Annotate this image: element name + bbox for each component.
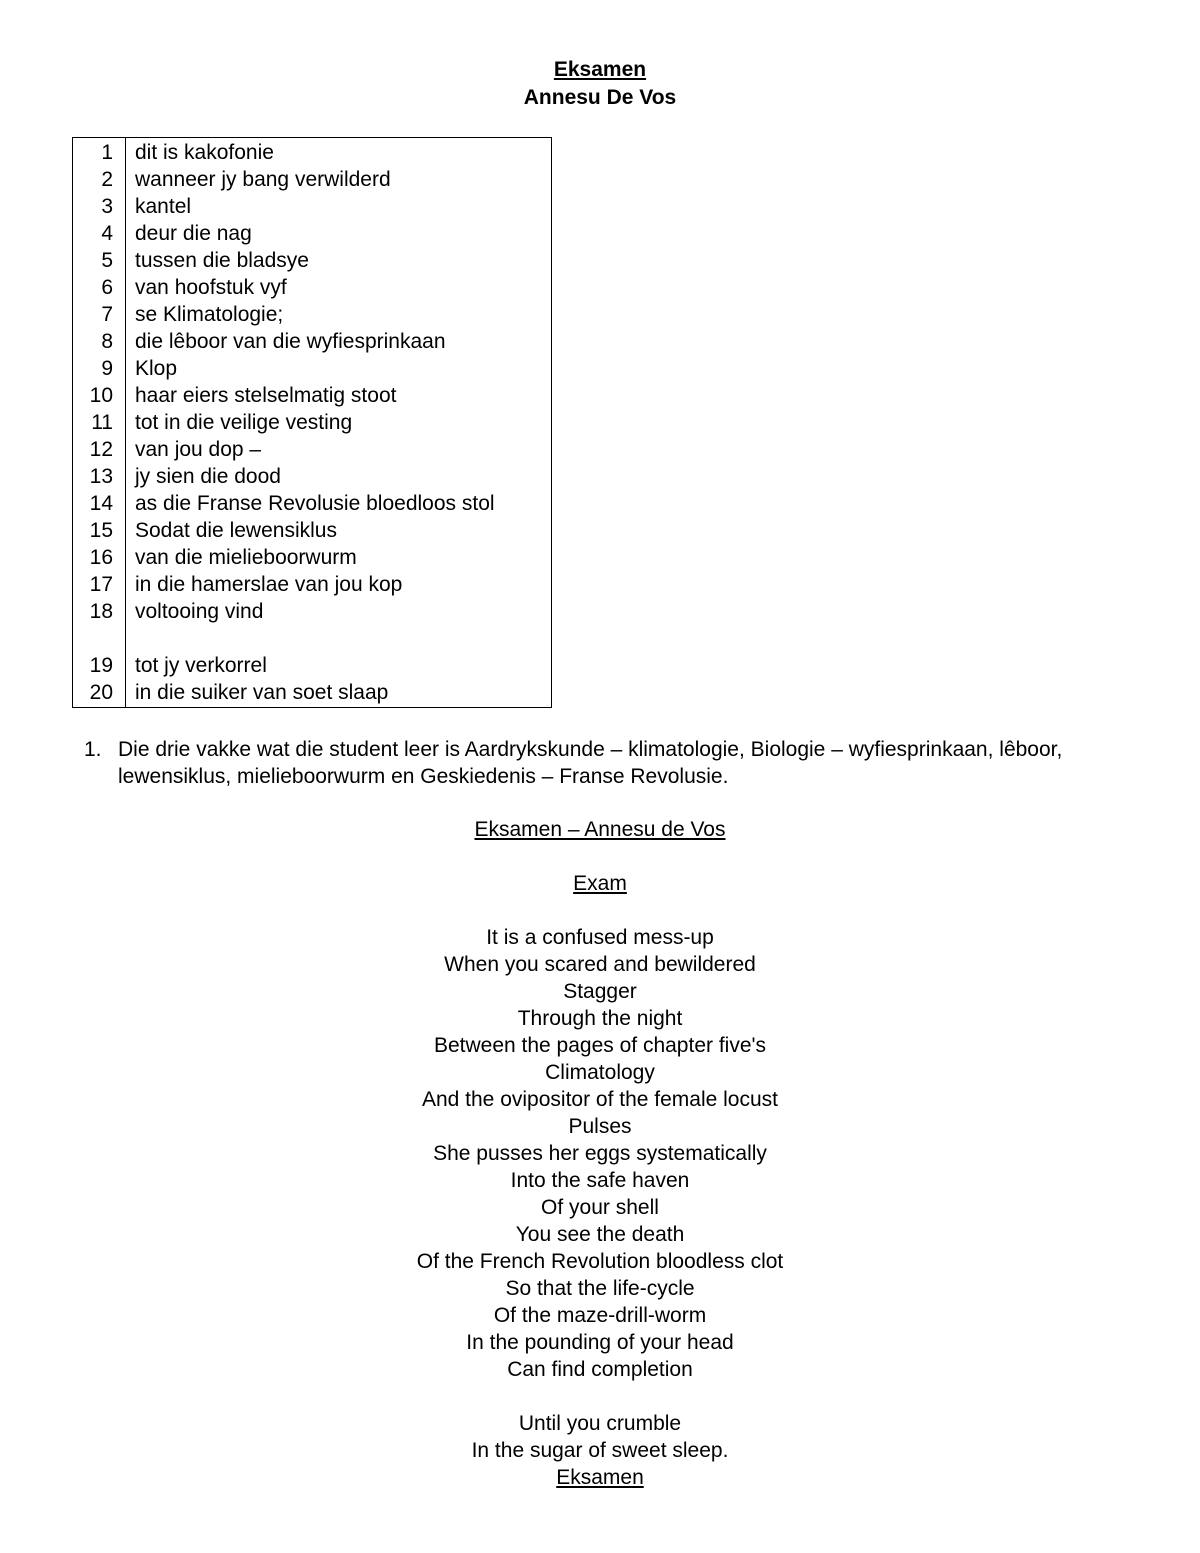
poem-line — [73, 679, 551, 706]
footnote-marker: 1. — [84, 738, 102, 761]
poem-line — [73, 382, 551, 409]
translation-line: When you scared and bewildered — [444, 953, 756, 976]
line-number: 11 — [91, 411, 113, 434]
translation-line: Of the French Revolution bloodless clot — [416, 1250, 784, 1273]
line-number: 13 — [89, 465, 113, 488]
translation-line: Into the safe haven — [510, 1169, 690, 1192]
poem-line — [73, 517, 551, 544]
line-text: die lêboor van die wyfiesprinkaan — [135, 330, 446, 353]
translation-line: It is a confused mess-up — [486, 926, 714, 949]
poem-line — [73, 274, 551, 301]
line-text: haar eiers stelselmatig stoot — [135, 384, 397, 407]
line-number: 20 — [89, 681, 113, 704]
document-author: Annesu De Vos — [523, 86, 677, 109]
translation-line: Between the pages of chapter five's — [433, 1034, 767, 1057]
line-text: van hoofstuk vyf — [135, 276, 287, 299]
translation-line: In the pounding of your head — [466, 1331, 734, 1354]
line-number: 18 — [89, 600, 113, 623]
translation-footer: Eksamen — [556, 1466, 644, 1489]
translation-line: Climatology — [545, 1061, 655, 1084]
line-text: tot jy verkorrel — [135, 654, 267, 677]
translation-heading: Eksamen – Annesu de Vos — [474, 818, 726, 841]
poem-table — [72, 137, 552, 708]
translation-line: You see the death — [515, 1223, 685, 1246]
translation-line: Until you crumble — [518, 1412, 682, 1435]
poem-line — [73, 247, 551, 274]
translation-section — [0, 816, 1200, 1491]
poem-line — [73, 598, 551, 625]
line-number: 4 — [101, 222, 113, 245]
poem-line — [73, 301, 551, 328]
translation-line: Of your shell — [541, 1196, 659, 1219]
poem-line — [73, 409, 551, 436]
footnote — [84, 736, 1124, 790]
translation-line: She pusses her eggs systematically — [433, 1142, 767, 1165]
translation-line: Can find completion — [507, 1358, 693, 1381]
poem-line — [73, 544, 551, 571]
poem-line — [73, 436, 551, 463]
line-text: dit is kakofonie — [135, 141, 274, 164]
translation-stanza-1 — [0, 924, 1200, 1383]
line-text: kantel — [135, 195, 192, 218]
line-text: wanneer jy bang verwilderd — [135, 168, 391, 191]
poem-line — [73, 463, 551, 490]
line-number: 2 — [101, 168, 113, 191]
poem-line — [73, 220, 551, 247]
poem-line — [73, 328, 551, 355]
document-title: Eksamen — [553, 58, 647, 81]
line-text: in die hamerslae van jou kop — [135, 573, 403, 596]
line-text: tussen die bladsye — [135, 249, 309, 272]
line-number: 17 — [89, 573, 113, 596]
translation-line: Through the night — [517, 1007, 683, 1030]
line-text: van jou dop – — [135, 438, 262, 461]
document-header — [0, 56, 1200, 112]
line-number: 16 — [89, 546, 113, 569]
translation-stanza-2 — [0, 1410, 1200, 1464]
poem-line — [73, 193, 551, 220]
line-text: se Klimatologie; — [135, 303, 284, 326]
line-number: 5 — [101, 249, 113, 272]
translation-line: Stagger — [563, 980, 637, 1003]
line-text: tot in die veilige vesting — [135, 411, 353, 434]
poem-line — [73, 355, 551, 382]
line-number: 14 — [89, 492, 113, 515]
line-number: 15 — [89, 519, 113, 542]
translation-subheading: Exam — [573, 872, 627, 895]
translation-line: And the ovipositor of the female locust — [421, 1088, 779, 1111]
line-number: 1 — [101, 141, 113, 164]
poem-line — [73, 166, 551, 193]
line-text: in die suiker van soet slaap — [135, 681, 389, 704]
line-number: 8 — [101, 330, 113, 353]
line-number: 9 — [101, 357, 113, 380]
line-number: 7 — [101, 303, 113, 326]
line-number: 10 — [89, 384, 113, 407]
poem-line — [73, 652, 551, 679]
line-text: Klop — [135, 357, 178, 380]
translation-line: Pulses — [568, 1115, 632, 1138]
line-text: van die mielieboorwurm — [135, 546, 357, 569]
poem-line — [73, 490, 551, 517]
translation-line: In the sugar of sweet sleep. — [471, 1439, 729, 1462]
line-text: jy sien die dood — [135, 465, 281, 488]
poem-line — [73, 571, 551, 598]
line-text: voltooing vind — [135, 600, 264, 623]
translation-line: So that the life-cycle — [505, 1277, 695, 1300]
line-number: 19 — [89, 654, 113, 677]
line-text: Sodat die lewensiklus — [135, 519, 337, 542]
poem-line — [73, 139, 551, 166]
line-number: 6 — [101, 276, 113, 299]
translation-line: Of the maze-drill-worm — [493, 1304, 707, 1327]
line-number: 12 — [89, 438, 113, 461]
line-text: as die Franse Revolusie bloedloos stol — [135, 492, 495, 515]
line-text: deur die nag — [135, 222, 252, 245]
footnote-text: Die drie vakke wat die student leer is Aardrykskunde – klimatologie, Biologie – wyfiesprinkaan, lêboor, lewensiklus, mielieboorwurm en Geskiedenis – Franse Revolusie. — [118, 738, 1063, 788]
line-number: 3 — [101, 195, 113, 218]
